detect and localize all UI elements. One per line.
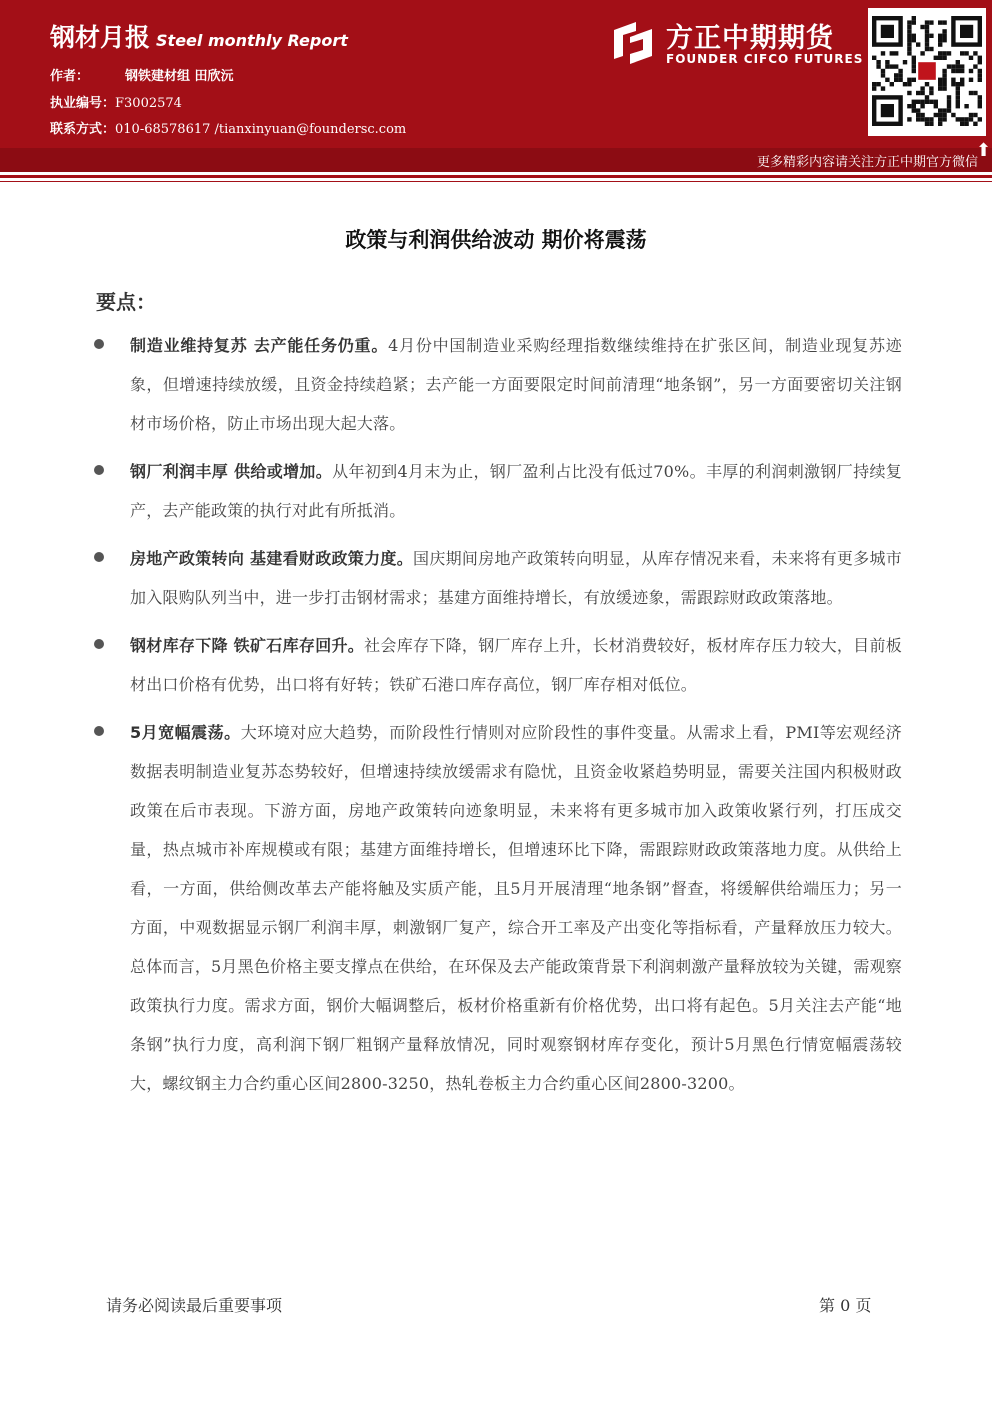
author-line (50, 65, 234, 84)
company-logo (606, 14, 864, 70)
contact-label: 联系方式： (50, 122, 116, 137)
bullet-icon (94, 726, 104, 736)
report-title-cn: 钢材月报 (50, 23, 151, 52)
point-lead: 制造业维持复苏 去产能任务仍重。 (130, 336, 389, 355)
point-paragraph (130, 539, 902, 617)
header-divider-thin (0, 181, 992, 182)
list-item (92, 539, 902, 617)
license-label: 执业编号： (50, 96, 116, 111)
contact-value: 010-68578617 /tianxinyuan@foundersc.com (115, 122, 407, 137)
author-value: 钢铁建材组 田欣沅 (125, 69, 234, 84)
keypoints-heading: 要点： (96, 290, 156, 314)
point-lead: 钢厂利润丰厚 供给或增加。 (130, 462, 333, 481)
keypoints-list (92, 326, 902, 1112)
qr-code (868, 8, 986, 136)
logo-text-cn: 方正中期期货 (666, 23, 834, 54)
point-lead: 5月宽幅震荡。 (130, 723, 241, 742)
page-number: 第 0 页 (819, 1296, 872, 1315)
qr-code-icon (868, 8, 986, 136)
point-text: 大环境对应大趋势，而阶段性行情则对应阶段性的事件变量。从需求上看，PMI等宏观经济数据表明制造业复苏态势较好，但增速持续放缓需求有隐忧，且资金收紧趋势明显，需要关注国内积极财政政策在后市表现。下游方面，房地产政策转向迹象明显，未来将有更多城市加入政策收紧行列，打压成交量，热点城市补库规模或有限；基建方面维持增长，但增速环比下降，需跟踪财政政策落地力度。从供给上看，一方面，供给侧改革去产能将触及实质产能，且5月开展清理“地条钢”督查，将缓解供给端压力；另一方面，中观数据显示钢厂利润丰厚，刺激钢厂复产，综合开工率及产出变化等指标看，产量释放压力较大。总体而言，5月黑色价格主要支撑点在供给，在环保及去产能政策背景下利润刺激产量释放较为关键，需观察政策执行力度。需求方面，钢价大幅调整后，板材价格重新有价格优势，出口将有起色。5月关注去产能“地条钢”执行力度，高利润下钢厂粗钢产量释放情况，同时观察钢材库存变化，预计5月黑色行情宽幅震荡较大，螺纹钢主力合约重心区间2800-3250，热轧卷板主力合约重心区间2800-3200。 (130, 723, 902, 1093)
report-title (50, 18, 348, 54)
logo-text-en: FOUNDER CIFCO FUTURES (666, 52, 864, 66)
bullet-icon (94, 639, 104, 649)
report-title-en: Steel monthly Report (156, 31, 348, 50)
list-item (92, 713, 902, 1103)
point-text: 国庆期间房地产政策转向明显，从库存情况来看，未来将有更多城市加入限购队列当中，进一步打击钢材需求；基建方面维持增长，有放缓迹象，需跟踪财政政策落地。 (130, 549, 902, 607)
list-item (92, 452, 902, 530)
point-text: 社会库存下降，钢厂库存上升，长材消费较好，板材库存压力较大，目前板材出口价格有优势，出口将有好转；铁矿石港口库存高位，钢厂库存相对低位。 (130, 636, 902, 694)
logo-mark-icon (608, 18, 658, 68)
list-item (92, 626, 902, 704)
point-paragraph (130, 326, 902, 443)
point-paragraph (130, 626, 902, 704)
license-value: F3002574 (115, 96, 182, 111)
footer-disclaimer-note: 请务必阅读最后重要事项 (106, 1296, 283, 1315)
point-paragraph (130, 713, 902, 1103)
bullet-icon (94, 552, 104, 562)
follow-wechat-text: 更多精彩内容请关注方正中期官方微信 (756, 155, 978, 170)
arrow-up-icon: ⬆ (976, 140, 992, 161)
document-title: 政策与利润供给波动 期价将震荡 (345, 228, 647, 252)
point-paragraph (130, 452, 902, 530)
point-text: 4月份中国制造业采购经理指数继续维持在扩张区间，制造业现复苏迹象，但增速持续放缓，且资金持续趋紧；去产能一方面要限定时间前清理“地条钢”，另一方面要密切关注钢材市场价格，防止市场出现大起大落。 (130, 336, 902, 433)
bullet-icon (94, 465, 104, 475)
contact-line (50, 118, 406, 137)
point-text: 从年初到4月末为止，钢厂盈利占比没有低过70%。丰厚的利润刺激钢厂持续复产，去产能政策的执行对此有所抵消。 (130, 462, 903, 520)
header-divider (0, 175, 992, 178)
author-label: 作者： (50, 69, 90, 84)
license-line (50, 92, 182, 111)
bullet-icon (94, 339, 104, 349)
point-lead: 钢材库存下降 铁矿石库存回升。 (130, 636, 365, 655)
point-lead: 房地产政策转向 基建看财政政策力度。 (130, 549, 414, 568)
list-item (92, 326, 902, 443)
